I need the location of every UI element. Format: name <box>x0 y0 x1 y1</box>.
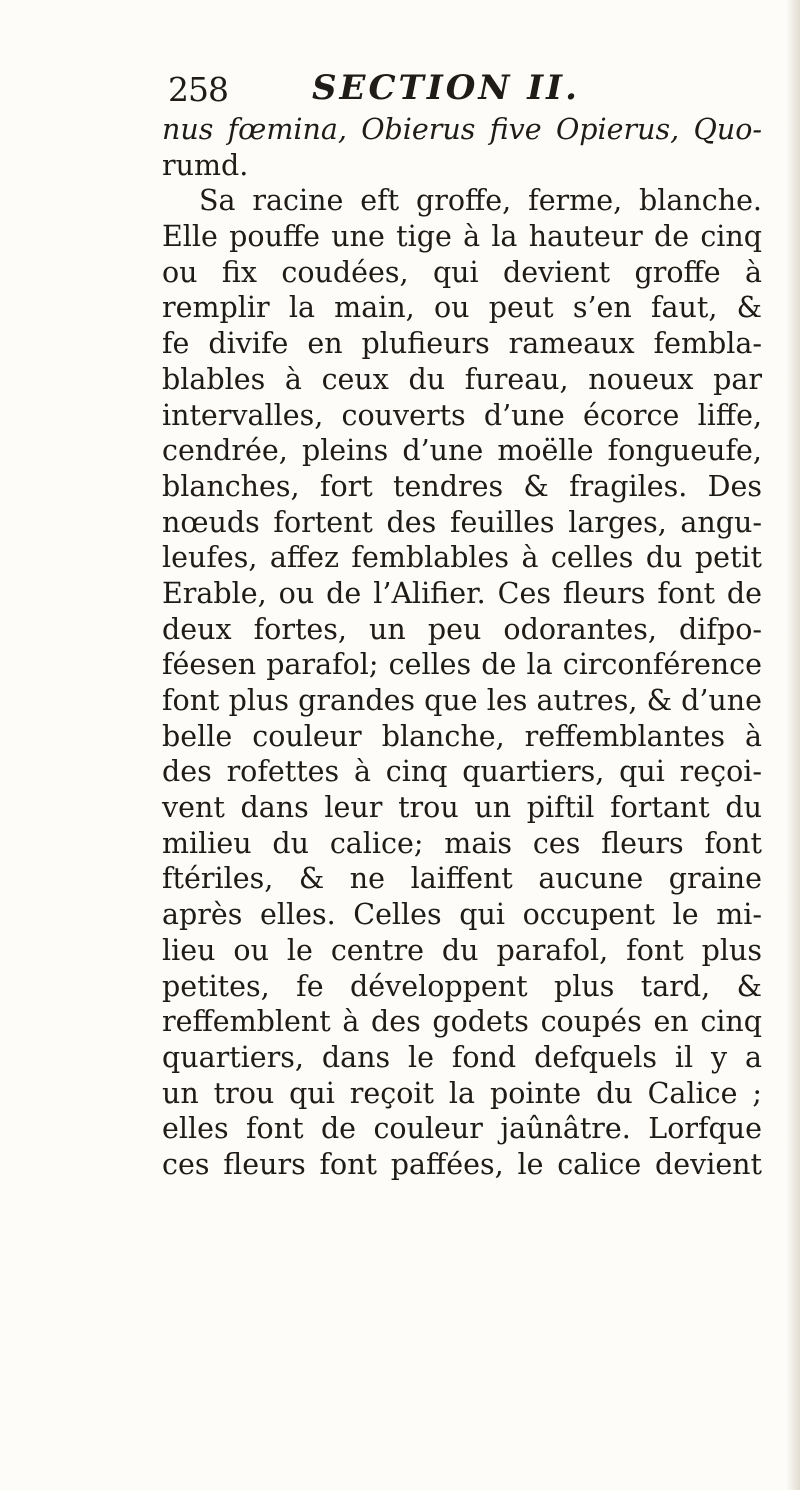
text-line: milieu du calice; mais ces fleurs font <box>162 826 762 860</box>
text-line: elles font de couleur jaûnâtre. Lorfque <box>162 1112 762 1146</box>
text-line: vent dans leur trou un piftil fortant du <box>162 791 762 825</box>
text-line: remplir la main, ou peut s’en faut, & <box>162 291 762 325</box>
text-line: belle couleur blanche, reffemblantes à <box>162 719 762 753</box>
text-line: blanches, fort tendres & fragiles. Des <box>162 469 762 503</box>
text-line: après elles. Celles qui occupent le mi- <box>162 898 762 932</box>
body-text <box>162 112 762 1183</box>
text-line: cendrée, pleins d’une moëlle fongueufe, <box>162 434 762 468</box>
text-line: lieu ou le centre du parafol, font plus <box>162 933 762 967</box>
text-line: fe divife en plufieurs rameaux fembla- <box>162 327 762 361</box>
text-line: nœuds fortent des feuilles larges, angu- <box>162 505 762 539</box>
text-line: intervalles, couverts d’une écorce liffe, <box>162 398 762 432</box>
text-line: ou fix coudées, qui devient groffe à <box>162 255 762 289</box>
text-line: blables à ceux du fureau, noueux par <box>162 362 762 396</box>
text-line: un trou qui reçoit la pointe du Calice ; <box>162 1076 762 1110</box>
text-line: font plus grandes que les autres, & d’une <box>162 684 762 717</box>
section-title: SECTION II. <box>312 68 580 108</box>
text-line: petites, fe développent plus tard, & <box>162 969 762 1003</box>
text-line: Sa racine eft groffe, ferme, blanche. <box>199 184 762 218</box>
text-line: leufes, affez femblables à celles du petit <box>162 541 762 575</box>
text-line: féesen parafol; celles de la circonférence <box>162 648 762 682</box>
text-line: ftériles, & ne laiffent aucune graine <box>162 862 762 896</box>
text-line: rumd. <box>162 148 249 182</box>
text-line: deux fortes, un peu odorantes, difpo- <box>162 612 762 646</box>
text-line: Erable, ou de l’Alifier. Ces fleurs font de <box>162 576 762 610</box>
text-line: nus fœmina, Obierus five Opierus, Quo- <box>162 113 762 146</box>
text-line: reffemblent à des godets coupés en cinq <box>162 1005 762 1039</box>
text-line: des rofettes à cinq quartiers, qui reçoi- <box>162 755 762 789</box>
running-header <box>168 68 728 112</box>
text-line: quartiers, dans le fond defquels il y a <box>162 1040 762 1074</box>
text-line: ces fleurs font paffées, le calice devient <box>162 1147 762 1181</box>
page-edge-shadow <box>786 0 800 1490</box>
text-line: Elle pouffe une tige à la hauteur de cinq <box>162 220 762 254</box>
page-number: 258 <box>168 70 228 109</box>
